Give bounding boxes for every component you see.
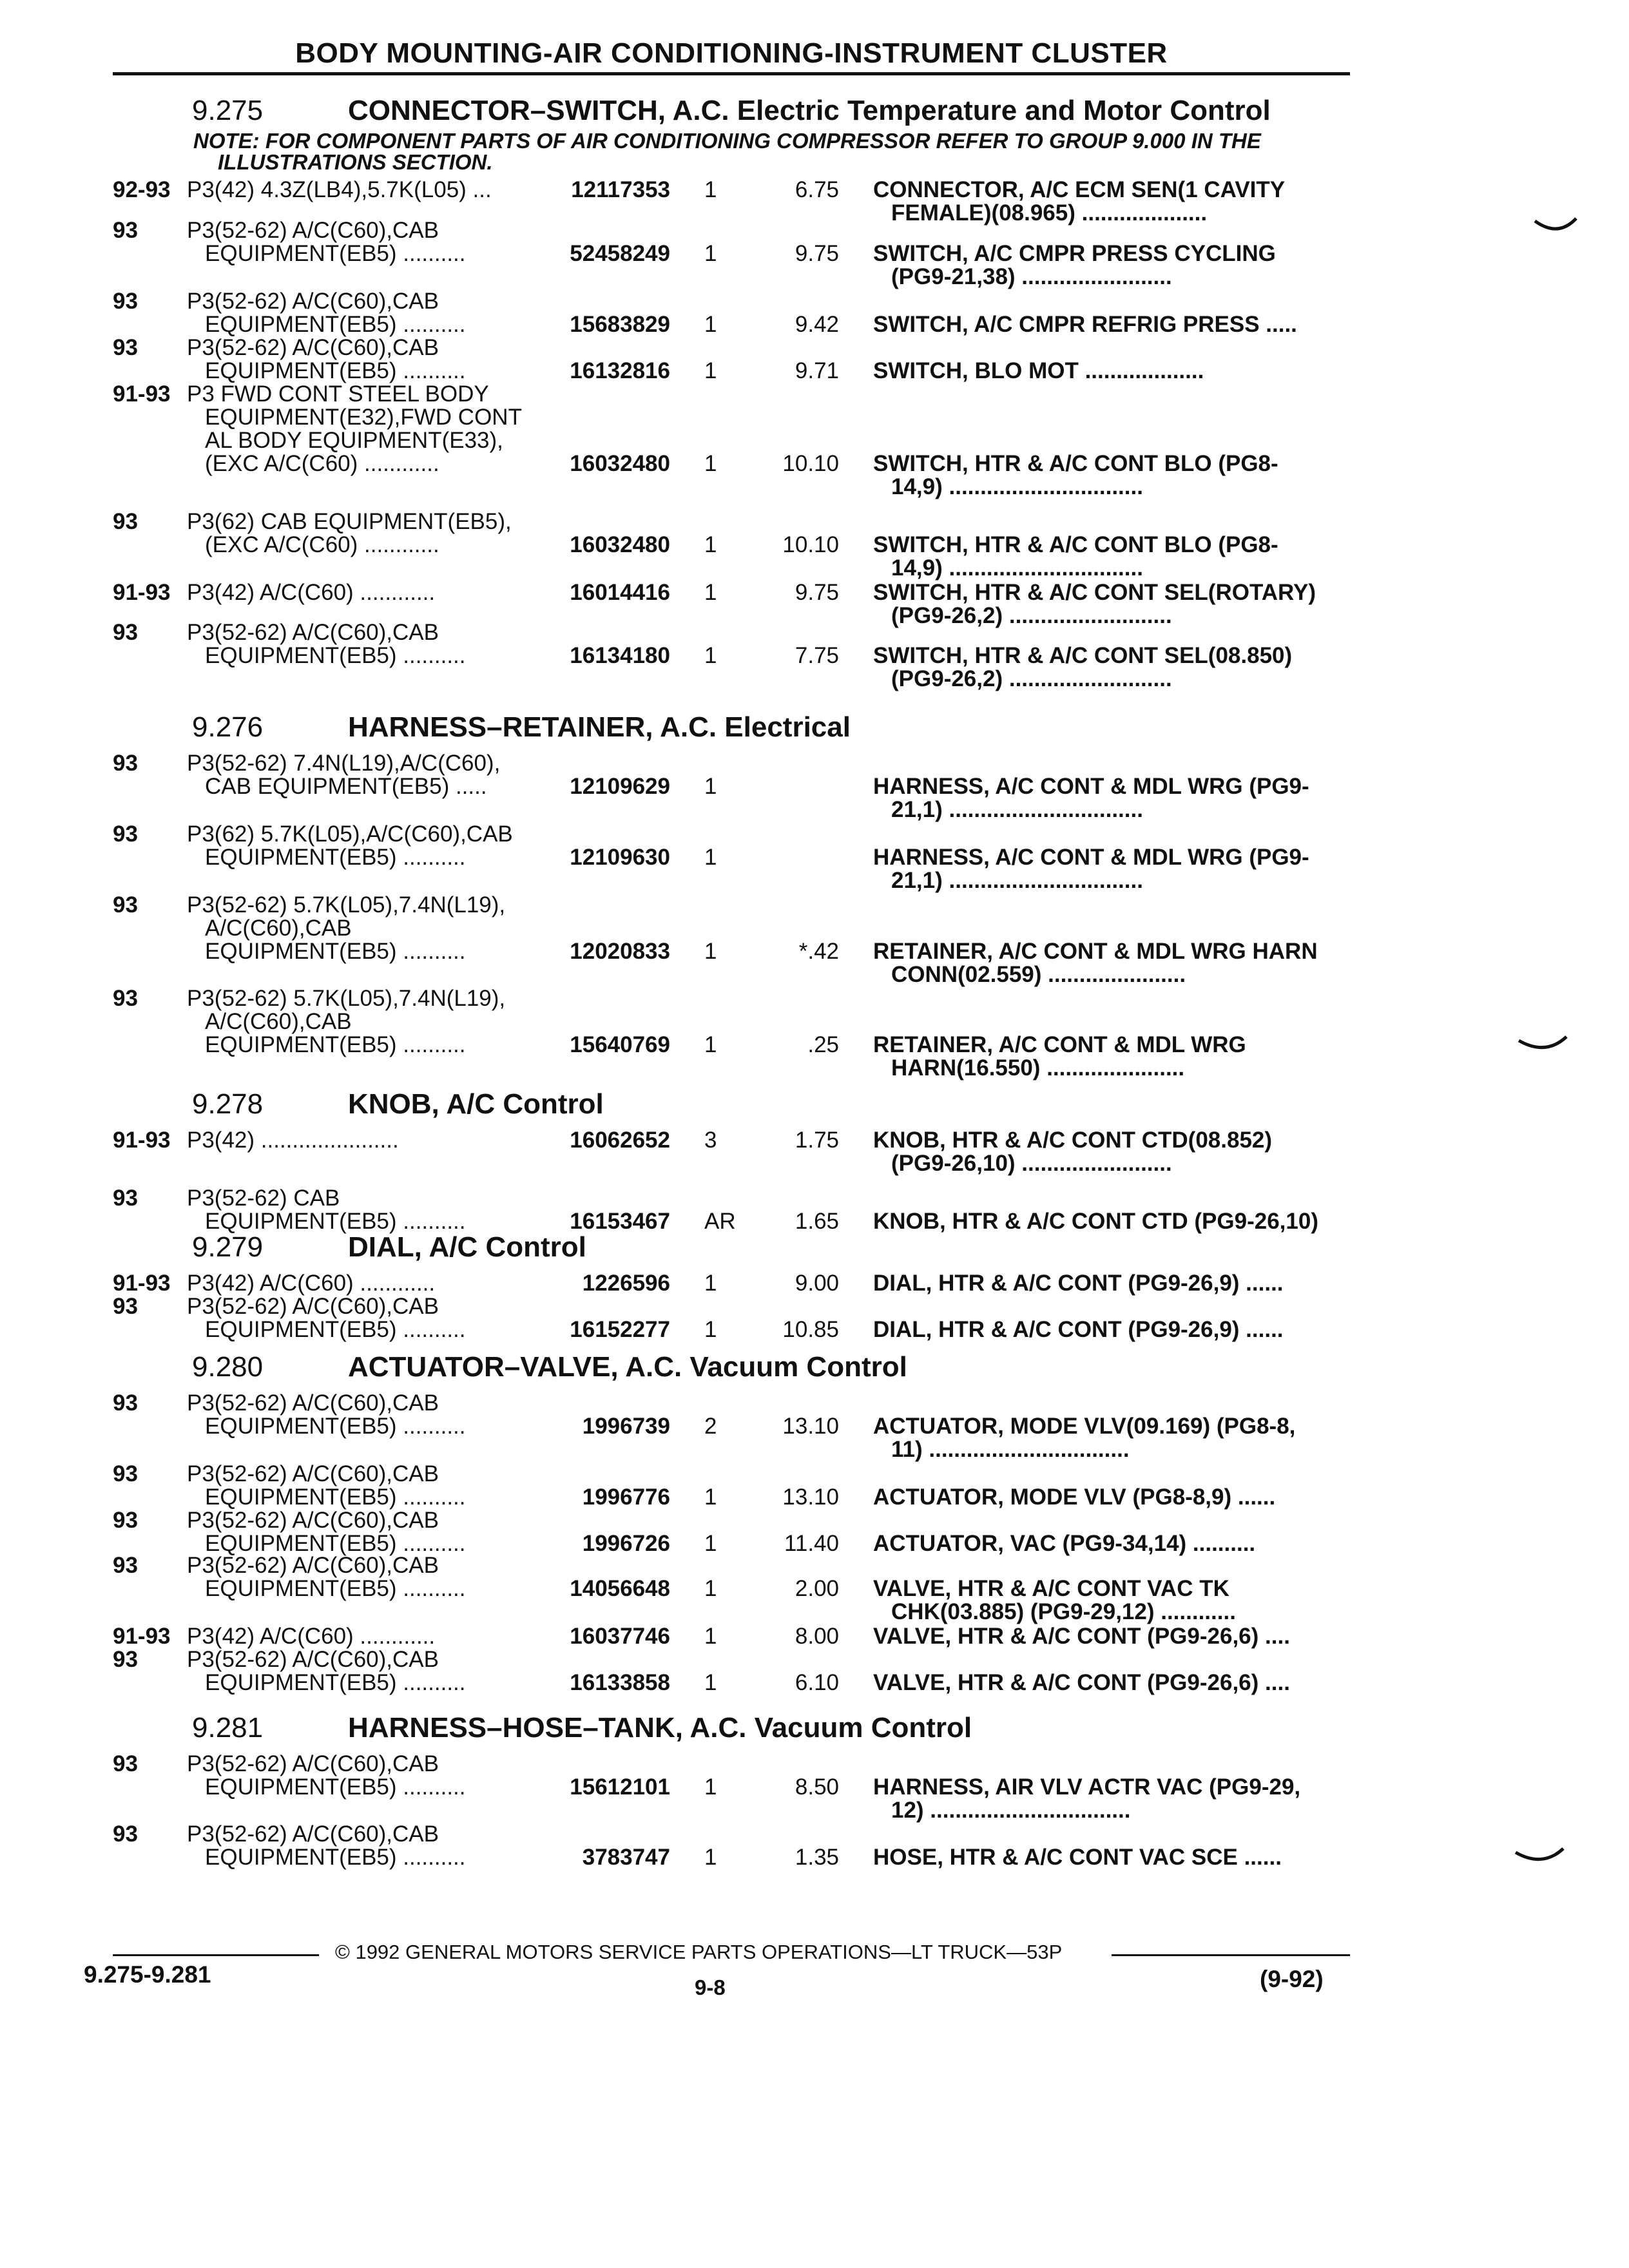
section-title: KNOB, A/C Control [348, 1088, 604, 1120]
part-description-line: SWITCH, HTR & A/C CONT SEL(ROTARY) [873, 580, 1316, 605]
price: 9.00 [795, 1271, 839, 1296]
part-description-line: VALVE, HTR & A/C CONT VAC TK [873, 1576, 1229, 1601]
part-description-line: 14,9) ............................... [891, 474, 1143, 499]
model-years: 93 [113, 289, 138, 314]
part-description-line: ACTUATOR, VAC (PG9-34,14) .......... [873, 1531, 1256, 1556]
section-number: 9.279 [192, 1231, 264, 1263]
part-number: 16062652 [570, 1128, 670, 1153]
application-line: P3(52-62) A/C(C60),CAB [187, 1821, 439, 1847]
part-number: 12109629 [570, 774, 670, 799]
page-title: BODY MOUNTING-AIR CONDITIONING-INSTRUMENT CLUSTER [295, 37, 1168, 69]
application-line: P3(42) 4.3Z(LB4),5.7K(L05) ... [187, 177, 492, 202]
quantity: 1 [704, 532, 717, 557]
application-line: P3(62) CAB EQUIPMENT(EB5), [187, 509, 512, 534]
part-description-line: KNOB, HTR & A/C CONT CTD(08.852) [873, 1128, 1273, 1153]
price: 13.10 [782, 1414, 839, 1439]
section-title: ACTUATOR–VALVE, A.C. Vacuum Control [348, 1351, 907, 1383]
application-line: P3(52-62) A/C(C60),CAB [187, 289, 439, 314]
application-line: P3(52-62) A/C(C60),CAB [187, 335, 439, 360]
part-description-line: RETAINER, A/C CONT & MDL WRG HARN [873, 939, 1318, 964]
price: 9.75 [795, 241, 839, 266]
application-line: P3(62) 5.7K(L05),A/C(C60),CAB [187, 822, 513, 847]
part-description-line: SWITCH, HTR & A/C CONT BLO (PG8- [873, 532, 1278, 557]
application-line: P3(52-62) A/C(C60),CAB [187, 218, 439, 243]
part-description-line: (PG9-26,2) .......................... [891, 603, 1172, 628]
quantity: 1 [704, 1624, 717, 1649]
quantity: 1 [704, 1845, 717, 1870]
part-number: 15683829 [570, 312, 670, 337]
application-line: P3(52-62) A/C(C60),CAB [187, 1294, 439, 1319]
model-years: 93 [113, 1647, 138, 1672]
part-number: 3783747 [582, 1845, 670, 1870]
price: 10.10 [782, 451, 839, 476]
section-title: CONNECTOR–SWITCH, A.C. Electric Temperature and Motor Control [348, 95, 1271, 126]
application-line: EQUIPMENT(EB5) .......... [205, 241, 466, 266]
part-number: 16153467 [570, 1209, 670, 1234]
model-years: 91-93 [113, 1128, 171, 1153]
part-number: 16133858 [570, 1670, 670, 1695]
quantity: 1 [704, 1670, 717, 1695]
quantity: 1 [704, 358, 717, 383]
binder-mark [1514, 1846, 1566, 1872]
quantity: 1 [704, 451, 717, 476]
application-line: EQUIPMENT(EB5) .......... [205, 1531, 466, 1556]
application-line: P3(42) A/C(C60) ............ [187, 1271, 436, 1296]
quantity: 1 [704, 1576, 717, 1601]
application-line: EQUIPMENT(EB5) .......... [205, 358, 466, 383]
part-description-line: CONN(02.559) ...................... [891, 962, 1186, 987]
footer-range: 9.275-9.281 [84, 1961, 211, 1988]
application-line: P3(42) ...................... [187, 1128, 399, 1153]
part-description-line: ACTUATOR, MODE VLV (PG8-8,9) ...... [873, 1485, 1276, 1510]
price: 1.35 [795, 1845, 839, 1870]
part-description-line: ACTUATOR, MODE VLV(09.169) (PG8-8, [873, 1414, 1296, 1439]
application-line: P3(52-62) A/C(C60),CAB [187, 1461, 439, 1486]
price: 11.40 [784, 1531, 839, 1556]
quantity: 3 [704, 1128, 717, 1153]
application-line: P3(42) A/C(C60) ............ [187, 580, 436, 605]
price: 9.71 [795, 358, 839, 383]
price: 8.00 [795, 1624, 839, 1649]
application-line: EQUIPMENT(EB5) .......... [205, 1774, 466, 1800]
application-line: AL BODY EQUIPMENT(E33), [205, 428, 503, 453]
quantity: 1 [704, 774, 717, 799]
part-description-line: SWITCH, A/C CMPR PRESS CYCLING [873, 241, 1276, 266]
binder-mark [1534, 216, 1579, 242]
part-description-line: HARNESS, A/C CONT & MDL WRG (PG9- [873, 845, 1309, 870]
part-description-line: DIAL, HTR & A/C CONT (PG9-26,9) ...... [873, 1271, 1284, 1296]
application-line: EQUIPMENT(EB5) .......... [205, 845, 466, 870]
model-years: 93 [113, 986, 138, 1011]
quantity: 1 [704, 1032, 717, 1057]
part-number: 12117353 [571, 177, 670, 202]
price: 6.10 [795, 1670, 839, 1695]
application-line: CAB EQUIPMENT(EB5) ..... [205, 774, 487, 799]
part-number: 15640769 [570, 1032, 670, 1057]
application-line: EQUIPMENT(EB5) .......... [205, 312, 466, 337]
part-number: 1996776 [582, 1485, 670, 1510]
quantity: 1 [704, 580, 717, 605]
section-number: 9.281 [192, 1712, 264, 1744]
model-years: 91-93 [113, 1271, 171, 1296]
application-line: P3 FWD CONT STEEL BODY [187, 381, 489, 407]
model-years: 93 [113, 1461, 138, 1486]
model-years: 93 [113, 751, 138, 776]
part-description-line: 21,1) ............................... [891, 868, 1143, 893]
price: 2.00 [795, 1576, 839, 1601]
quantity: 1 [704, 1271, 717, 1296]
application-line: EQUIPMENT(E32),FWD CONT [205, 405, 522, 430]
quantity: 1 [704, 177, 717, 202]
application-line: P3(52-62) A/C(C60),CAB [187, 1751, 439, 1776]
part-description-line: 14,9) ............................... [891, 555, 1143, 581]
application-line: P3(52-62) A/C(C60),CAB [187, 1553, 439, 1578]
part-number: 16132816 [570, 358, 670, 383]
quantity: 1 [704, 241, 717, 266]
price: 1.65 [795, 1209, 839, 1234]
part-number: 12020833 [570, 939, 670, 964]
application-line: EQUIPMENT(EB5) .......... [205, 1317, 466, 1342]
model-years: 93 [113, 509, 138, 534]
part-description-line: CHK(03.885) (PG9-29,12) ............ [891, 1599, 1236, 1624]
model-years: 93 [113, 892, 138, 918]
application-line: P3(52-62) 7.4N(L19),A/C(C60), [187, 751, 501, 776]
part-description-line: KNOB, HTR & A/C CONT CTD (PG9-26,10) [873, 1209, 1318, 1234]
section-number: 9.276 [192, 711, 264, 743]
section-title: HARNESS–RETAINER, A.C. Electrical [348, 711, 851, 743]
model-years: 93 [113, 822, 138, 847]
header-rule [113, 72, 1350, 75]
part-description-line: (PG9-26,10) ........................ [891, 1151, 1172, 1176]
part-description-line: VALVE, HTR & A/C CONT (PG9-26,6) .... [873, 1670, 1290, 1695]
quantity: 1 [704, 1317, 717, 1342]
part-number: 1996726 [582, 1531, 670, 1556]
application-line: P3(52-62) A/C(C60),CAB [187, 1390, 439, 1416]
application-line: P3(52-62) A/C(C60),CAB [187, 1647, 439, 1672]
application-line: EQUIPMENT(EB5) .......... [205, 643, 466, 668]
application-line: (EXC A/C(C60) ............ [205, 451, 439, 476]
quantity: 1 [704, 1774, 717, 1800]
part-description-line: FEMALE)(08.965) .................... [891, 200, 1208, 226]
application-line: EQUIPMENT(EB5) .......... [205, 1485, 466, 1510]
price: .25 [807, 1032, 839, 1057]
part-description-line: 11) ................................ [891, 1437, 1130, 1462]
part-number: 16032480 [570, 532, 670, 557]
model-years: 91-93 [113, 1624, 171, 1649]
part-description-line: (PG9-26,2) .......................... [891, 666, 1172, 691]
application-line: EQUIPMENT(EB5) .......... [205, 1209, 466, 1234]
price: 8.50 [795, 1774, 839, 1800]
section-title: DIAL, A/C Control [348, 1231, 586, 1263]
part-number: 15612101 [570, 1774, 670, 1800]
part-number: 12109630 [570, 845, 670, 870]
part-description-line: HARNESS, A/C CONT & MDL WRG (PG9- [873, 774, 1309, 799]
application-line: P3(52-62) A/C(C60),CAB [187, 1508, 439, 1533]
model-years: 91-93 [113, 381, 171, 407]
part-number: 1226596 [582, 1271, 670, 1296]
section-number: 9.278 [192, 1088, 264, 1120]
quantity: 2 [704, 1414, 717, 1439]
part-number: 1996739 [582, 1414, 670, 1439]
price: 7.75 [795, 643, 839, 668]
part-description-line: RETAINER, A/C CONT & MDL WRG [873, 1032, 1246, 1057]
application-line: EQUIPMENT(EB5) .......... [205, 1845, 466, 1870]
price: 1.75 [795, 1128, 839, 1153]
model-years: 93 [113, 620, 138, 645]
footer-rule-left [113, 1954, 319, 1956]
footer-date: (9-92) [1260, 1966, 1324, 1992]
part-number: 16032480 [570, 451, 670, 476]
binder-mark [1518, 1034, 1569, 1060]
application-line: P3(42) A/C(C60) ............ [187, 1624, 436, 1649]
model-years: 93 [113, 1186, 138, 1211]
model-years: 91-93 [113, 580, 171, 605]
quantity: AR [704, 1209, 736, 1234]
model-years: 93 [113, 1294, 138, 1319]
part-number: 16014416 [570, 580, 670, 605]
application-line: (EXC A/C(C60) ............ [205, 532, 439, 557]
application-line: EQUIPMENT(EB5) .......... [205, 939, 466, 964]
part-description-line: SWITCH, A/C CMPR REFRIG PRESS ..... [873, 312, 1297, 337]
price: 10.10 [782, 532, 839, 557]
application-line: EQUIPMENT(EB5) .......... [205, 1576, 466, 1601]
part-description-line: 21,1) ............................... [891, 797, 1143, 822]
part-number: 16037746 [570, 1624, 670, 1649]
part-description-line: HOSE, HTR & A/C CONT VAC SCE ...... [873, 1845, 1282, 1870]
price: 9.75 [795, 580, 839, 605]
quantity: 1 [704, 643, 717, 668]
quantity: 1 [704, 939, 717, 964]
part-description-line: (PG9-21,38) ........................ [891, 264, 1172, 289]
model-years: 93 [113, 335, 138, 360]
model-years: 93 [113, 1553, 138, 1578]
part-number: 16134180 [570, 643, 670, 668]
application-line: A/C(C60),CAB [205, 916, 352, 941]
model-years: 93 [113, 1508, 138, 1533]
part-number: 16152277 [570, 1317, 670, 1342]
application-line: EQUIPMENT(EB5) .......... [205, 1414, 466, 1439]
price: 13.10 [782, 1485, 839, 1510]
application-line: P3(52-62) A/C(C60),CAB [187, 620, 439, 645]
part-description-line: 12) ................................ [891, 1798, 1131, 1823]
application-line: EQUIPMENT(EB5) .......... [205, 1670, 466, 1695]
part-description-line: VALVE, HTR & A/C CONT (PG9-26,6) .... [873, 1624, 1290, 1649]
section-note-line: ILLUSTRATIONS SECTION. [218, 150, 493, 174]
part-description-line: HARNESS, AIR VLV ACTR VAC (PG9-29, [873, 1774, 1301, 1800]
section-title: HARNESS–HOSE–TANK, A.C. Vacuum Control [348, 1712, 972, 1744]
section-note-line: NOTE: FOR COMPONENT PARTS OF AIR CONDITIONING COMPRESSOR REFER TO GROUP 9.000 IN THE [193, 129, 1261, 153]
quantity: 1 [704, 1531, 717, 1556]
footer-rule-right [1112, 1954, 1350, 1956]
part-number: 14056648 [570, 1576, 670, 1601]
model-years: 93 [113, 1751, 138, 1776]
section-number: 9.280 [192, 1351, 264, 1383]
application-line: A/C(C60),CAB [205, 1009, 352, 1034]
application-line: EQUIPMENT(EB5) .......... [205, 1032, 466, 1057]
model-years: 93 [113, 1390, 138, 1416]
price: 6.75 [795, 177, 839, 202]
footer-copyright: © 1992 GENERAL MOTORS SERVICE PARTS OPERATIONS—LT TRUCK—53P [335, 1941, 1063, 1963]
price: *.42 [798, 939, 839, 964]
footer-page-number: 9-8 [695, 1975, 726, 1999]
model-years: 92-93 [113, 177, 171, 202]
part-number: 52458249 [570, 241, 670, 266]
part-description-line: DIAL, HTR & A/C CONT (PG9-26,9) ...... [873, 1317, 1284, 1342]
application-line: P3(52-62) CAB [187, 1186, 340, 1211]
quantity: 1 [704, 1485, 717, 1510]
application-line: P3(52-62) 5.7K(L05),7.4N(L19), [187, 892, 506, 918]
model-years: 93 [113, 1821, 138, 1847]
model-years: 93 [113, 218, 138, 243]
price: 10.85 [782, 1317, 839, 1342]
application-line: P3(52-62) 5.7K(L05),7.4N(L19), [187, 986, 506, 1011]
quantity: 1 [704, 845, 717, 870]
section-number: 9.275 [192, 95, 264, 126]
part-description-line: HARN(16.550) ...................... [891, 1055, 1185, 1081]
part-description-line: CONNECTOR, A/C ECM SEN(1 CAVITY [873, 177, 1286, 202]
part-description-line: SWITCH, BLO MOT ................... [873, 358, 1204, 383]
part-description-line: SWITCH, HTR & A/C CONT BLO (PG8- [873, 451, 1278, 476]
price: 9.42 [795, 312, 839, 337]
part-description-line: SWITCH, HTR & A/C CONT SEL(08.850) [873, 643, 1293, 668]
quantity: 1 [704, 312, 717, 337]
